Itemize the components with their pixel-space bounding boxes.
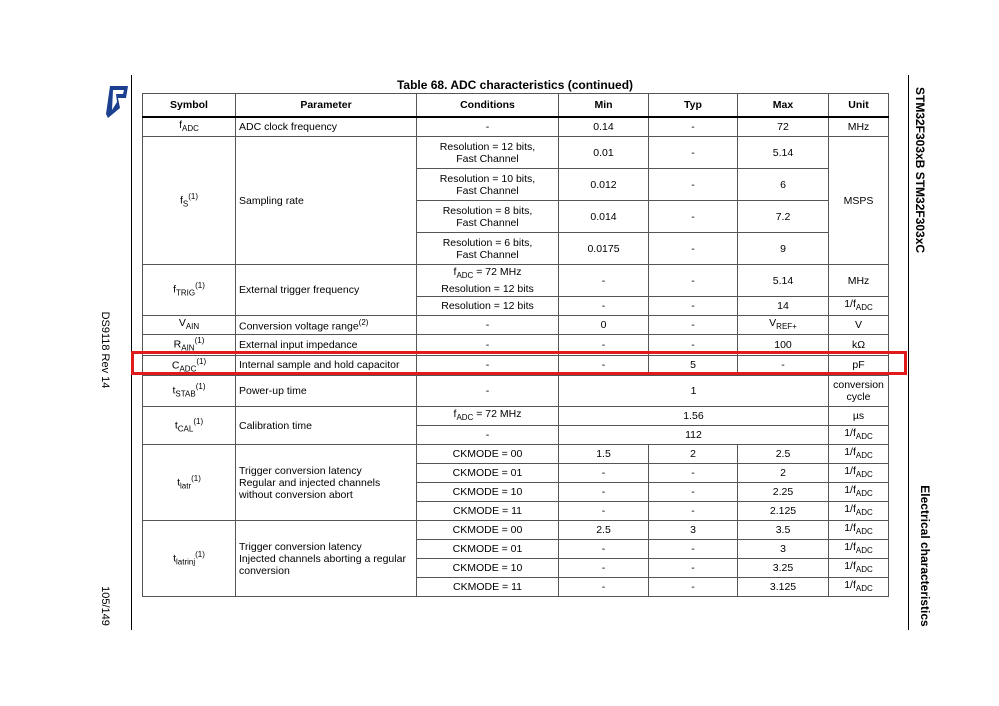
unit-cell: $1/f_{ADC}$ <box>829 426 889 445</box>
max-cell: 5.14 <box>738 137 829 169</box>
max-cell: 6 <box>738 169 829 201</box>
table-row <box>143 521 889 540</box>
typ-cell: - <box>649 137 738 169</box>
min-cell: - <box>559 483 649 502</box>
typ-cell: 2 <box>649 445 738 464</box>
unit-cell: V <box>829 316 889 335</box>
product-name: STM32F303xB STM32F303xC <box>913 87 927 254</box>
unit-cell: $1/f_{ADC}$ <box>829 445 889 464</box>
parameter-cell: External input impedance <box>236 335 417 356</box>
max-cell: 2 <box>738 464 829 483</box>
conditions-cell: CKMODE = 11 <box>417 578 559 597</box>
symbol-cell: $R_{AIN}^{(1)}$ <box>143 335 236 356</box>
typ-cell: 3 <box>649 521 738 540</box>
conditions-cell: - <box>417 335 559 356</box>
conditions-cell: CKMODE = 11 <box>417 502 559 521</box>
conditions-cell: Resolution = 12 bits, Fast Channel <box>417 137 559 169</box>
max-cell: 2.25 <box>738 483 829 502</box>
value-cell: 112 <box>559 426 829 445</box>
typ-cell: - <box>649 464 738 483</box>
max-cell: 14 <box>738 297 829 316</box>
parameter-cell: External trigger frequency <box>236 265 417 316</box>
col-max: Max <box>738 94 829 118</box>
typ-cell: - <box>649 559 738 578</box>
min-cell: 0.14 <box>559 117 649 137</box>
typ-cell: - <box>649 578 738 597</box>
conditions-cell: - <box>417 376 559 407</box>
max-cell: 7.2 <box>738 201 829 233</box>
table-row <box>143 137 889 169</box>
typ-cell: - <box>649 316 738 335</box>
conditions-cell: CKMODE = 10 <box>417 483 559 502</box>
table-row <box>143 445 889 464</box>
typ-cell: - <box>649 502 738 521</box>
min-cell: 0.012 <box>559 169 649 201</box>
conditions-cell: - <box>417 117 559 137</box>
value-cell: 1 <box>559 376 829 407</box>
col-typ: Typ <box>649 94 738 118</box>
parameter-cell: Internal sample and hold capacitor <box>236 355 417 376</box>
page-number: 105/149 <box>99 586 111 626</box>
symbol-cell: $V_{AIN}$ <box>143 316 236 335</box>
adc-characteristics-table <box>142 93 889 597</box>
table-row <box>143 407 889 426</box>
conditions-cell: Resolution = 10 bits, Fast Channel <box>417 169 559 201</box>
col-min: Min <box>559 94 649 118</box>
right-rule <box>908 75 909 630</box>
max-cell: 3 <box>738 540 829 559</box>
typ-cell: - <box>649 483 738 502</box>
conditions-cell: - <box>417 316 559 335</box>
st-logo-icon <box>104 84 130 118</box>
min-cell: 0 <box>559 316 649 335</box>
conditions-cell: Resolution = 8 bits, Fast Channel <box>417 201 559 233</box>
min-cell: - <box>559 355 649 376</box>
min-cell: - <box>559 578 649 597</box>
conditions-cell: - <box>417 426 559 445</box>
max-cell: - <box>738 355 829 376</box>
max-cell: 5.14 <box>738 265 829 297</box>
table-row <box>143 265 889 297</box>
max-cell: 3.25 <box>738 559 829 578</box>
typ-cell: 5 <box>649 355 738 376</box>
unit-cell: $1/f_{ADC}$ <box>829 464 889 483</box>
conditions-cell: $f_{ADC} = 72$ MHz <box>417 407 559 426</box>
parameter-cell: Sampling rate <box>236 137 417 265</box>
parameter-cell: ADC clock frequency <box>236 117 417 137</box>
unit-cell: conversion cycle <box>829 376 889 407</box>
min-cell: 0.0175 <box>559 233 649 265</box>
conditions-cell: CKMODE = 00 <box>417 521 559 540</box>
unit-cell: $1/f_{ADC}$ <box>829 559 889 578</box>
unit-cell: $1/f_{ADC}$ <box>829 521 889 540</box>
typ-cell: - <box>649 233 738 265</box>
conditions-cell: Resolution = 6 bits, Fast Channel <box>417 233 559 265</box>
min-cell: 0.01 <box>559 137 649 169</box>
unit-cell: $1/f_{ADC}$ <box>829 502 889 521</box>
symbol-cell: $t_{latrinj}^{(1)}$ <box>143 521 236 597</box>
max-cell: 3.5 <box>738 521 829 540</box>
unit-cell: $1/f_{ADC}$ <box>829 297 889 316</box>
symbol-cell: $t_{latr}^{(1)}$ <box>143 445 236 521</box>
min-cell: - <box>559 265 649 297</box>
conditions-cell: CKMODE = 10 <box>417 559 559 578</box>
typ-cell: - <box>649 201 738 233</box>
conditions-cell: $f_{ADC} = 72$ MHz Resolution = 12 bits <box>417 265 559 297</box>
unit-cell: MHz <box>829 265 889 297</box>
max-cell: 2.5 <box>738 445 829 464</box>
unit-cell: $1/f_{ADC}$ <box>829 483 889 502</box>
min-cell: 0.014 <box>559 201 649 233</box>
col-unit: Unit <box>829 94 889 118</box>
parameter-cell: Power-up time <box>236 376 417 407</box>
max-cell: 100 <box>738 335 829 356</box>
unit-cell: pF <box>829 355 889 376</box>
conditions-cell: Resolution = 12 bits <box>417 297 559 316</box>
symbol-cell: $f_{TRIG}^{(1)}$ <box>143 265 236 316</box>
conditions-cell: CKMODE = 01 <box>417 464 559 483</box>
conditions-cell: CKMODE = 00 <box>417 445 559 464</box>
table-header-row <box>143 94 889 118</box>
unit-cell: $1/f_{ADC}$ <box>829 540 889 559</box>
parameter-cell: Trigger conversion latency Injected channels aborting a regular conversion <box>236 521 417 597</box>
col-conditions: Conditions <box>417 94 559 118</box>
typ-cell: - <box>649 540 738 559</box>
table-row <box>143 316 889 335</box>
typ-cell: - <box>649 117 738 137</box>
typ-cell: - <box>649 297 738 316</box>
min-cell: - <box>559 464 649 483</box>
conditions-cell: CKMODE = 01 <box>417 540 559 559</box>
parameter-cell: Conversion voltage range$^{(2)}$ <box>236 316 417 335</box>
conditions-cell: - <box>417 355 559 376</box>
unit-cell: MHz <box>829 117 889 137</box>
min-cell: - <box>559 502 649 521</box>
min-cell: 2.5 <box>559 521 649 540</box>
min-cell: - <box>559 540 649 559</box>
symbol-cell: $C_{ADC}^{(1)}$ <box>143 355 236 376</box>
unit-cell: $1/f_{ADC}$ <box>829 578 889 597</box>
symbol-cell: $t_{CAL}^{(1)}$ <box>143 407 236 445</box>
max-cell: 3.125 <box>738 578 829 597</box>
min-cell: 1.5 <box>559 445 649 464</box>
typ-cell: - <box>649 169 738 201</box>
symbol-cell: $f_{ADC}$ <box>143 117 236 137</box>
highlight-box <box>131 351 907 375</box>
symbol-cell: $t_{STAB}^{(1)}$ <box>143 376 236 407</box>
min-cell: - <box>559 297 649 316</box>
table-row <box>143 376 889 407</box>
doc-revision: DS9118 Rev 14 <box>99 311 111 389</box>
parameter-cell: Trigger conversion latency Regular and injected channels without conversion abort <box>236 445 417 521</box>
typ-cell: - <box>649 265 738 297</box>
col-parameter: Parameter <box>236 94 417 118</box>
min-cell: - <box>559 559 649 578</box>
parameter-cell: Calibration time <box>236 407 417 445</box>
unit-cell: µs <box>829 407 889 426</box>
section-name: Electrical characteristics <box>918 485 932 627</box>
unit-cell: kΩ <box>829 335 889 356</box>
typ-cell: - <box>649 335 738 356</box>
symbol-cell: $f_S^{(1)}$ <box>143 137 236 265</box>
max-cell: 72 <box>738 117 829 137</box>
table-row <box>143 117 889 137</box>
value-cell: 1.56 <box>559 407 829 426</box>
col-symbol: Symbol <box>143 94 236 118</box>
table-title: Table 68. ADC characteristics (continued) <box>396 78 634 92</box>
max-cell: 9 <box>738 233 829 265</box>
unit-cell: MSPS <box>829 137 889 265</box>
max-cell: $V_{REF+}$ <box>738 316 829 335</box>
min-cell: - <box>559 335 649 356</box>
max-cell: 2.125 <box>738 502 829 521</box>
